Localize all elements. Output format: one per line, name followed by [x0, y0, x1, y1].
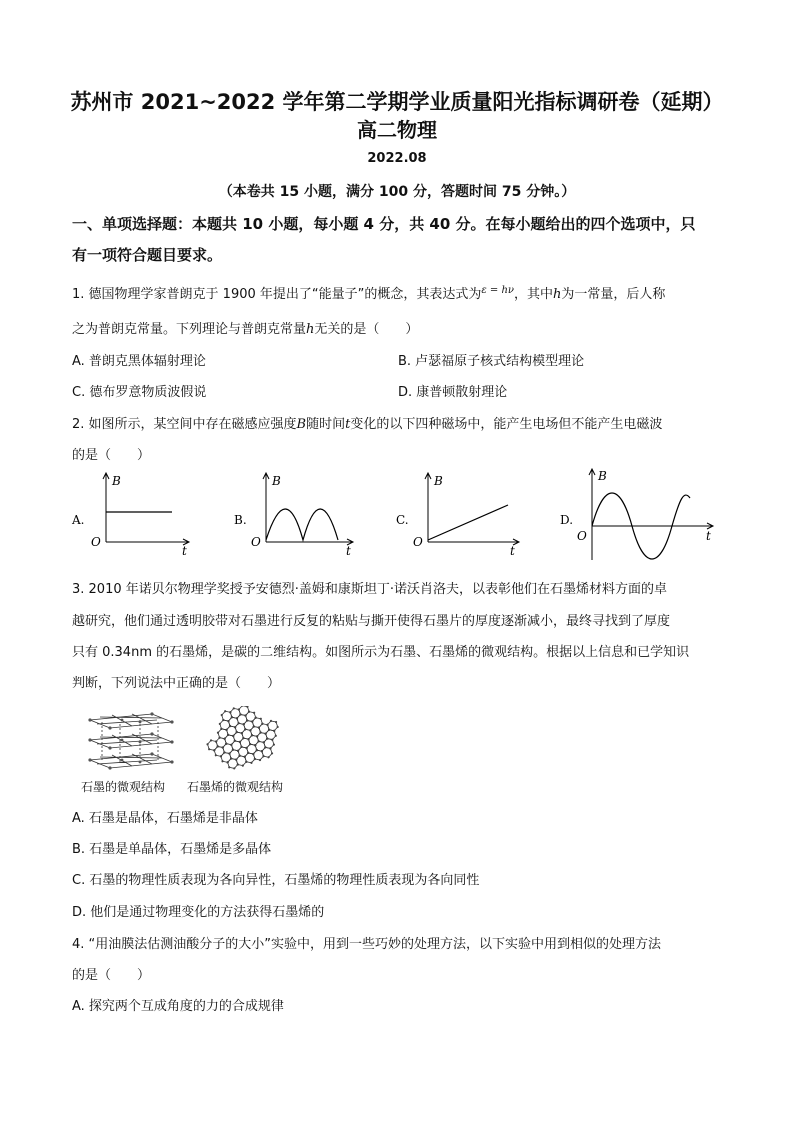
q2-graph-b-label: B. [234, 513, 247, 527]
q4-line-2: 的是（ ） [72, 968, 151, 983]
q2-graph-a-label: A. [72, 513, 85, 527]
q2-graph-a-origin: O [91, 535, 101, 549]
graphite-structure-figure [82, 704, 178, 774]
q3-option-c[interactable]: C. 石墨的物理性质表现为各向异性，石墨烯的物理性质表现为各向同性 [72, 873, 480, 888]
graphene-atom [246, 706, 249, 708]
graphene-caption: 石墨烯的微观结构 [187, 780, 284, 794]
q1-formula: ε = hν [481, 285, 514, 296]
q2-graph-d-label: D. [560, 513, 574, 527]
exam-subject: 高二物理 [357, 118, 437, 142]
q2-graph-b-curve [266, 509, 338, 540]
q2-graph-a[interactable] [71, 473, 189, 558]
section-heading-line-1: 一、单项选择题：本题共 10 小题，每小题 4 分，共 40 分。在每小题给出的四个选项中，只 [72, 215, 696, 233]
graphene-atom [208, 748, 211, 751]
q2-graph-d-xlabel: t [706, 529, 711, 543]
q2-graph-a-xlabel: t [182, 544, 187, 558]
graphene-atom [253, 711, 256, 714]
graphene-lattice [204, 706, 284, 774]
q2-graphs [60, 468, 740, 560]
q2-graph-c-origin: O [413, 535, 423, 549]
q2-graph-b[interactable] [234, 473, 353, 558]
q3-option-b[interactable]: B. 石墨是单晶体，石墨烯是多晶体 [72, 842, 272, 857]
q2-graph-c[interactable] [396, 473, 519, 558]
q2-graph-c-ylabel: B [434, 474, 443, 488]
q3-option-a[interactable]: A. 石墨是晶体，石墨烯是非晶体 [72, 811, 258, 826]
exam-date: 2022.08 [367, 151, 427, 166]
q2-graph-b-origin: O [251, 535, 261, 549]
q2-graph-c-label: C. [396, 513, 409, 527]
q1-option-c[interactable]: C. 德布罗意物质波假说 [72, 385, 207, 400]
q2-graph-d[interactable] [560, 469, 713, 560]
graphene-atom [214, 754, 217, 757]
q1-line-1: 1. 德国物理学家普朗克于 1900 年提出了“能量子”的概念，其表达式为$^{\varepsilon = h\nu}$，其中h为一常量，后人称 [72, 285, 666, 302]
q2-graph-c-curve [428, 505, 508, 540]
q3-line-2: 越研究，他们通过透明胶带对石墨进行反复的粘贴与撕开使得石墨片的厚度逐渐减小，最终寻找到了厚度 [72, 614, 671, 629]
q2-graph-d-ylabel: B [598, 469, 607, 483]
graphene-atom [221, 760, 224, 763]
q4-line-1: 4. “用油膜法估测油酸分子的大小”实验中，用到一些巧妙的处理方法，以下实验中用到相似的处理方法 [72, 937, 662, 952]
graphene-atom [259, 717, 262, 720]
section-heading-line-2: 有一项符合题目要求。 [72, 246, 223, 264]
q4-option-a[interactable]: A. 探究两个互成角度的力的合成规律 [72, 999, 284, 1014]
q3-line-3: 只有 0.34nm 的石墨烯，是碳的二维结构。如图所示为石墨、石墨烯的微观结构。根据以上信息和已学知识 [72, 645, 690, 660]
q3-option-d[interactable]: D. 他们是通过物理变化的方法获得石墨烯的 [72, 905, 325, 920]
section-heading [72, 209, 732, 271]
exam-note: （本卷共 15 小题，满分 100 分，答题时间 75 分钟。） [218, 184, 576, 200]
graphene-structure-figure [204, 706, 284, 774]
q1-line-2: 之为普朗克常量。下列理论与普朗克常量h无关的是（ ） [72, 322, 419, 337]
q2-graph-b-ylabel: B [272, 474, 281, 488]
q3-line-1: 3. 2010 年诺贝尔物理学奖授予安德烈·盖姆和康斯坦丁·诺沃肖洛夫，以表彰他们在石墨烯材料方面的卓 [72, 582, 668, 597]
q2-graph-c-xlabel: t [510, 544, 515, 558]
q2-line-2: 的是（ ） [72, 448, 151, 463]
q2-graph-b-xlabel: t [346, 544, 351, 558]
exam-title: 苏州市 2021~2022 学年第二学期学业质量阳光指标调研卷（延期） [70, 90, 724, 114]
graphene-atom [275, 721, 278, 724]
q1-option-d[interactable]: D. 康普顿散射理论 [398, 385, 508, 400]
graphite-caption: 石墨的微观结构 [81, 780, 166, 794]
q2-graph-d-origin: O [577, 529, 587, 543]
graphene-atom [228, 766, 231, 769]
q2-line-1: 2. 如图所示，某空间中存在磁感应强度B随时间t变化的以下四种磁场中，能产生电场但不能产生电磁波 [72, 417, 663, 432]
q3-line-4: 判断，下列说法中正确的是（ ） [72, 676, 281, 691]
q1-option-b[interactable]: B. 卢瑟福原子核式结构模型理论 [398, 354, 585, 369]
q1-option-a[interactable]: A. 普朗克黑体辐射理论 [72, 354, 206, 369]
q2-graph-a-ylabel: B [112, 474, 121, 488]
